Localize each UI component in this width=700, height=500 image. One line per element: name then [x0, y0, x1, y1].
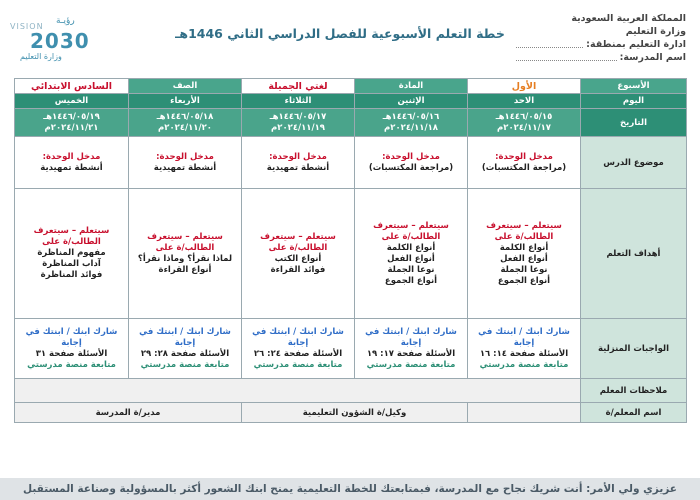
date-cell: ١٤٤٦/٠٥/١٥هـ ٢٠٢٤/١١/١٧م [468, 109, 581, 137]
date-cell: ١٤٤٦/٠٥/١٧هـ ٢٠٢٤/١١/١٩م [242, 109, 355, 137]
topic-cell: مدخل الوحدة: أنشطة تمهيدية [129, 137, 242, 189]
topic-cell: مدخل الوحدة: (مراجعة المكتسبات) [468, 137, 581, 189]
day-label: اليوم [581, 94, 687, 109]
header-info [516, 12, 686, 64]
topic-label: موضوع الدرس [581, 137, 687, 189]
grade-label: الصف [129, 79, 242, 94]
homework-cell: شارك ابنك / ابنتك في إجابة الأسئلة صفحة ١٧: ١٩ متابعة منصة مدرستي [355, 319, 468, 379]
kingdom-name: المملكة العربية السعودية [571, 13, 686, 24]
deputy-label: وكيل/ة الشؤون التعليمية [242, 403, 468, 423]
subject-label: المادة [355, 79, 468, 94]
vision-2030-logo: رؤيـة VISION 2030 وزارة التعليم [10, 16, 90, 61]
homework-cell: شارك ابنك / ابنتك في إجابة الأسئلة صفحة ٢٨: ٢٩ متابعة منصة مدرستي [129, 319, 242, 379]
signatures-row [15, 403, 687, 423]
topic-cell: مدخل الوحدة: (مراجعة المكتسبات) [355, 137, 468, 189]
region-field: ادارة التعليم بمنطقة: [516, 38, 686, 51]
objectives-cell: سيتعلم – سيتعرف الطالب/ة على أنواع الكتب فوائد القراءة [242, 189, 355, 319]
day-cell: الإثنين [355, 94, 468, 109]
week-label: الأسبوع [581, 79, 687, 94]
parent-note-footer: عزيزي ولي الأمر: أنت شريك نجاح مع المدرسة، فبمتابعتك للخطة التعليمية يمنح ابنك الشعور أكثر بالمسؤولية وصناعة المستقبل [0, 478, 700, 500]
date-cell: ١٤٤٦/٠٥/١٨هـ ٢٠٢٤/١١/٢٠م [129, 109, 242, 137]
topic-row [15, 137, 687, 189]
day-cell: الأربعاء [129, 94, 242, 109]
homework-cell: شارك ابنك / ابنتك في إجابة الأسئلة صفحة ٢٤: ٢٦ متابعة منصة مدرستي [242, 319, 355, 379]
topic-cell: مدخل الوحدة: أنشطة تمهيدية [15, 137, 129, 189]
ministry-name: وزارة التعليم [625, 26, 686, 37]
date-cell: ١٤٤٦/٠٥/١٦هـ ٢٠٢٤/١١/١٨م [355, 109, 468, 137]
homework-cell: شارك ابنك / ابنتك في إجابة الأسئلة صفحة ٣١ متابعة منصة مدرستي [15, 319, 129, 379]
days-row [15, 94, 687, 109]
homework-label: الواجبات المنزلية [581, 319, 687, 379]
date-cell: ١٤٤٦/٠٥/١٩هـ ٢٠٢٤/١١/٢١م [15, 109, 129, 137]
teacher-name-field[interactable] [468, 403, 581, 423]
notes-field[interactable] [15, 379, 581, 403]
homework-cell: شارك ابنك / ابنتك في إجابة الأسئلة صفحة ١٤: ١٦ متابعة منصة مدرستي [468, 319, 581, 379]
homework-row [15, 319, 687, 379]
notes-label: ملاحظات المعلم [581, 379, 687, 403]
subject-value: لغتي الجميلة [242, 79, 355, 94]
objectives-cell: سيتعلم – سيتعرف الطالب/ة على أنواع الكلمة أنواع الفعل نوعا الجملة أنواع الجموع [468, 189, 581, 319]
topic-cell: مدخل الوحدة: أنشطة تمهيدية [242, 137, 355, 189]
objectives-cell: سيتعلم – سيتعرف الطالب/ة على لماذا نقرأ؟ وماذا نقرأ؟ أنواع القراءة [129, 189, 242, 319]
day-cell: الثلاثاء [242, 94, 355, 109]
objectives-cell: سيتعلم – سيتعرف الطالب/ة على أنواع الكلمة أنواع الفعل نوعا الجملة أنواع الجموع [355, 189, 468, 319]
school-field: اسم المدرسة: [516, 51, 686, 64]
objectives-cell: سيتعلم – سيتعرف الطالب/ة على مفهوم المناظرة آداب المناظرة فوائد المناظرة [15, 189, 129, 319]
dates-row [15, 109, 687, 137]
principal-label: مدير/ة المدرسة [15, 403, 242, 423]
meta-row [15, 79, 687, 94]
grade-value: السادس الابتدائي [15, 79, 129, 94]
objectives-row [15, 189, 687, 319]
date-label: التاريخ [581, 109, 687, 137]
weekly-plan-table [14, 78, 687, 423]
teacher-label: اسم المعلم/ة [581, 403, 687, 423]
day-cell: الخميس [15, 94, 129, 109]
day-cell: الاحد [468, 94, 581, 109]
notes-row [15, 379, 687, 403]
week-value: الأول [468, 79, 581, 94]
page-title: خطة التعلم الأسبوعية للفصل الدراسي الثاني 1446هـ [175, 26, 505, 41]
objectives-label: أهداف التعلم [581, 189, 687, 319]
